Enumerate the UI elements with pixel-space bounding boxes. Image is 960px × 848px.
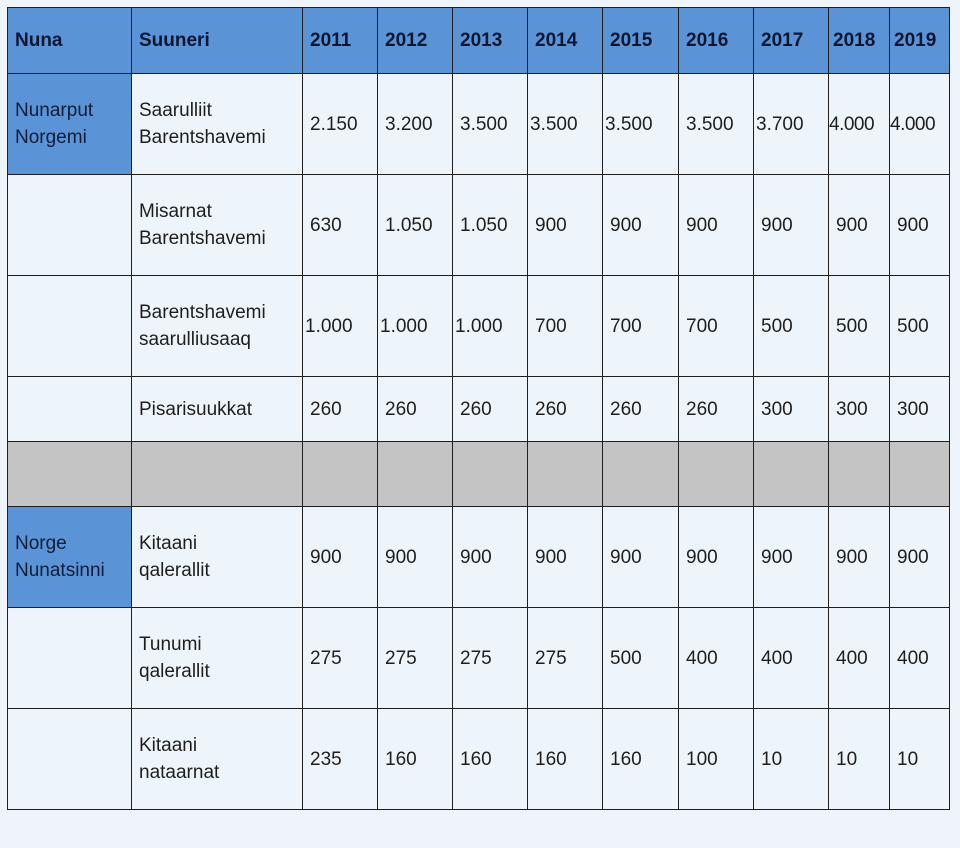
header-2016: 2016 [679, 8, 754, 74]
value-cell: 3.200 [378, 74, 453, 175]
value-cell: 160 [528, 709, 603, 810]
value-cell: 700 [603, 276, 679, 377]
species-line: Barentshavemi [139, 302, 266, 323]
value-cell: 900 [603, 507, 679, 608]
value-cell: 275 [378, 608, 453, 709]
value-cell: 3.500 [603, 74, 679, 175]
species-cell [132, 276, 303, 377]
species-line: Pisarisuukkat [139, 398, 252, 420]
header-2015: 2015 [603, 8, 679, 74]
species-line: saarulliusaaq [139, 329, 251, 350]
separator-cell [132, 442, 303, 507]
species-line: Barentshavemi [139, 228, 266, 249]
table-row [8, 276, 950, 377]
value-cell: 400 [679, 608, 754, 709]
value-cell: 3.500 [679, 74, 754, 175]
separator-cell [754, 442, 829, 507]
header-2019: 2019 [890, 8, 950, 74]
region-line: Norge [15, 533, 67, 554]
value-cell: 900 [679, 507, 754, 608]
header-2014: 2014 [528, 8, 603, 74]
value-cell: 630 [303, 175, 378, 276]
species-line: Kitaani [139, 533, 198, 554]
species-line: Misarnat [139, 201, 212, 222]
value-cell: 700 [679, 276, 754, 377]
value-cell: 1.000 [378, 276, 453, 377]
region-line: Nunatsinni [15, 560, 105, 581]
value-cell: 160 [603, 709, 679, 810]
value-cell: 235 [303, 709, 378, 810]
table-row [8, 175, 950, 276]
species-cell [132, 507, 303, 608]
value-cell: 900 [453, 507, 528, 608]
separator-cell [8, 442, 132, 507]
table-row [8, 74, 950, 175]
value-cell: 900 [528, 507, 603, 608]
species-cell [132, 608, 303, 709]
region-cell [8, 74, 132, 175]
table-row [8, 377, 950, 442]
species-line: nataarnat [139, 762, 220, 783]
value-cell: 260 [453, 377, 528, 442]
region-line: Nunarput [15, 100, 94, 121]
value-cell: 900 [303, 507, 378, 608]
header-2012: 2012 [378, 8, 453, 74]
value-cell: 900 [679, 175, 754, 276]
value-cell: 3.700 [754, 74, 829, 175]
value-cell: 275 [528, 608, 603, 709]
separator-cell [679, 442, 754, 507]
value-cell: 400 [890, 608, 950, 709]
species-cell [132, 709, 303, 810]
value-cell: 900 [528, 175, 603, 276]
header-nuna: Nuna [8, 8, 132, 74]
value-cell: 300 [829, 377, 890, 442]
species-line: Kitaani [139, 735, 198, 756]
species-line: qalerallit [139, 560, 210, 581]
value-cell: 700 [528, 276, 603, 377]
value-cell: 100 [679, 709, 754, 810]
value-cell: 275 [453, 608, 528, 709]
species-cell [132, 175, 303, 276]
value-cell: 900 [603, 175, 679, 276]
header-row [8, 8, 950, 74]
species-line: Barentshavemi [139, 127, 266, 148]
value-cell: 3.500 [453, 74, 528, 175]
separator-cell [829, 442, 890, 507]
region-cell [8, 608, 132, 709]
value-cell: 260 [303, 377, 378, 442]
value-cell: 900 [378, 507, 453, 608]
value-cell: 900 [829, 175, 890, 276]
separator-cell [528, 442, 603, 507]
value-cell: 500 [754, 276, 829, 377]
value-cell: 260 [603, 377, 679, 442]
value-cell: 900 [754, 507, 829, 608]
value-cell: 1.000 [453, 276, 528, 377]
value-cell: 160 [453, 709, 528, 810]
table-row [8, 608, 950, 709]
value-cell: 2.150 [303, 74, 378, 175]
value-cell: 3.500 [528, 74, 603, 175]
species-line: Tunumi [139, 634, 202, 655]
species-line: qalerallit [139, 661, 210, 682]
header-2013: 2013 [453, 8, 528, 74]
header-2011: 2011 [303, 8, 378, 74]
value-cell: 1.050 [378, 175, 453, 276]
value-cell: 900 [890, 507, 950, 608]
value-cell: 300 [890, 377, 950, 442]
region-cell [8, 276, 132, 377]
header-2017: 2017 [754, 8, 829, 74]
separator-cell [303, 442, 378, 507]
value-cell: 260 [679, 377, 754, 442]
value-cell: 10 [829, 709, 890, 810]
value-cell: 260 [378, 377, 453, 442]
value-cell: 1.050 [453, 175, 528, 276]
region-line: Norgemi [15, 127, 87, 148]
value-cell: 500 [890, 276, 950, 377]
header-suuneri: Suuneri [132, 8, 303, 74]
region-cell [8, 377, 132, 442]
value-cell: 300 [754, 377, 829, 442]
table-row [8, 507, 950, 608]
region-cell [8, 709, 132, 810]
value-cell: 900 [890, 175, 950, 276]
value-cell: 4.000 [890, 74, 950, 175]
separator-row [8, 442, 950, 507]
value-cell: 4.000 [829, 74, 890, 175]
separator-cell [453, 442, 528, 507]
value-cell: 500 [603, 608, 679, 709]
separator-cell [603, 442, 679, 507]
value-cell: 400 [829, 608, 890, 709]
value-cell: 275 [303, 608, 378, 709]
table-row [8, 709, 950, 810]
value-cell: 260 [528, 377, 603, 442]
value-cell: 500 [829, 276, 890, 377]
species-line: Saarulliit [139, 100, 212, 121]
value-cell: 900 [829, 507, 890, 608]
region-cell [8, 507, 132, 608]
separator-cell [378, 442, 453, 507]
value-cell: 10 [890, 709, 950, 810]
value-cell: 10 [754, 709, 829, 810]
separator-cell [890, 442, 950, 507]
species-cell [132, 377, 303, 442]
quota-table [7, 7, 950, 810]
value-cell: 160 [378, 709, 453, 810]
value-cell: 400 [754, 608, 829, 709]
region-cell [8, 175, 132, 276]
value-cell: 900 [754, 175, 829, 276]
value-cell: 1.000 [303, 276, 378, 377]
species-cell [132, 74, 303, 175]
header-2018: 2018 [829, 8, 890, 74]
